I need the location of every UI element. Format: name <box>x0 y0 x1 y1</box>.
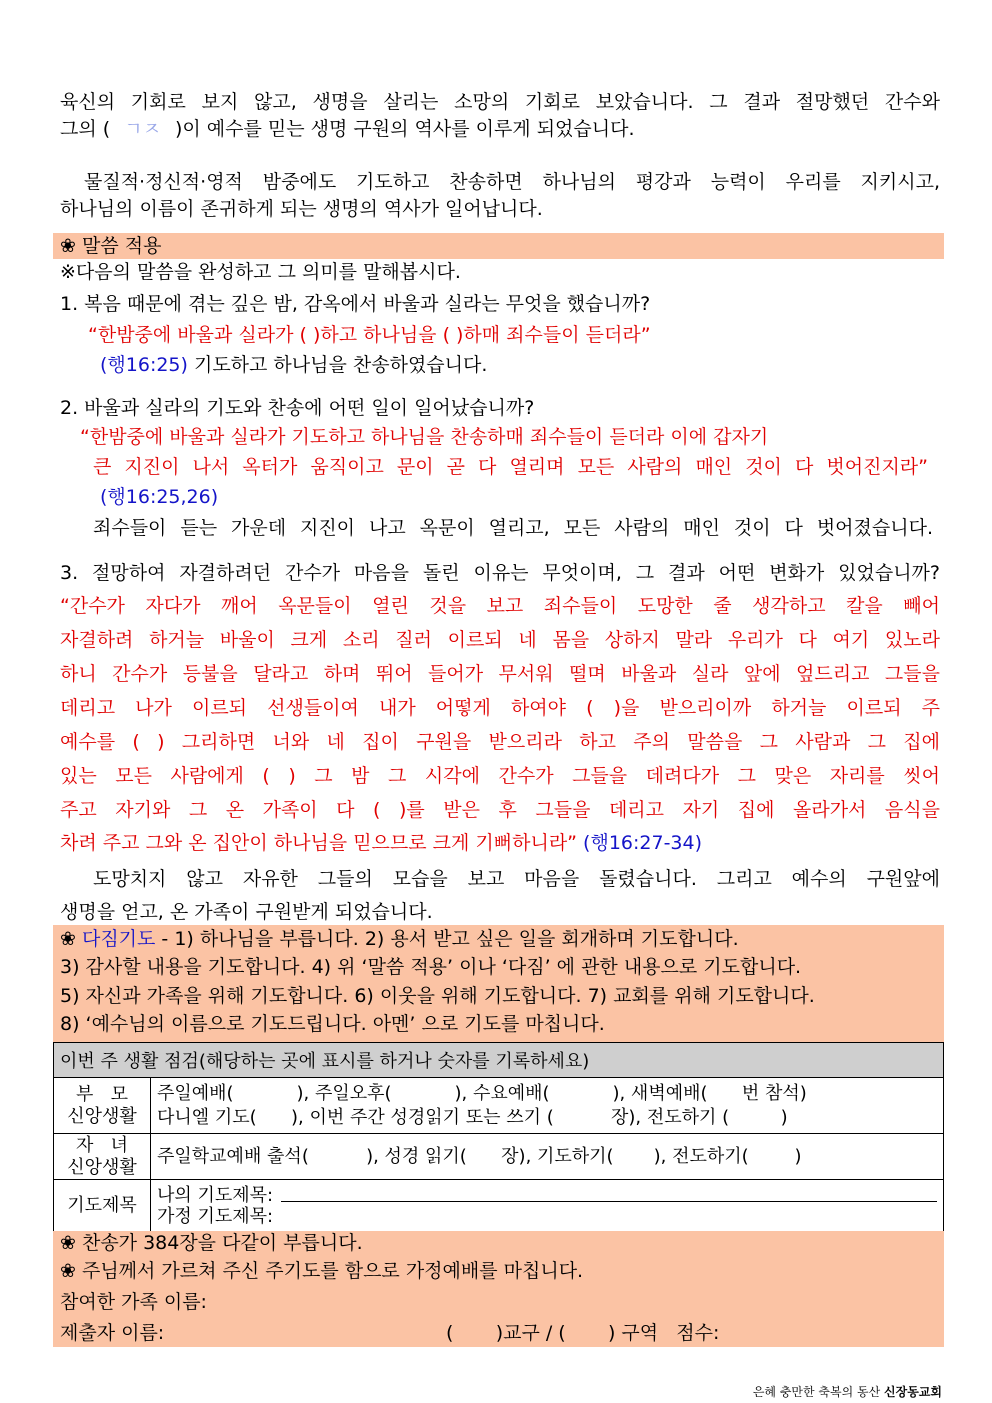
prayer-text-1: - 1) 하나님을 부릅니다. 2) 용서 받고 싶은 일을 회개하며 기도합니다. <box>155 928 739 950</box>
my-prayer-row[interactable] <box>157 1185 937 1206</box>
my-prayer-underline <box>281 1200 937 1202</box>
intro-line-2 <box>60 113 940 145</box>
parent-label <box>54 1078 151 1134</box>
section-instruction: ※다음의 말씀을 완성하고 그 의미를 말해봅시다. <box>60 261 461 283</box>
footer <box>753 1385 942 1399</box>
flower-icon: ❀ <box>60 235 76 257</box>
family-names-field[interactable]: 참여한 가족 이름: <box>60 1291 207 1313</box>
q2-question: 2. 바울과 실라의 기도와 찬송에 어떤 일이 일어났습니까? <box>60 397 535 419</box>
closing-prayer-text: 주님께서 가르쳐 주신 주기도를 함으로 가정예배를 마칩니다. <box>75 1260 584 1282</box>
weekly-checklist-table <box>53 1042 944 1232</box>
checklist-header: 이번 주 생활 점검(해당하는 곳에 표시를 하거나 숫자를 기록하세요) <box>54 1043 944 1078</box>
prayer-line-2: 3) 감사할 내용을 기도합니다. 4) 위 ‘말씀 적용’ 이나 ‘다짐’ 에 관한 내용으로 기도합니다. <box>60 956 802 978</box>
flower-icon: ❀ <box>60 1260 76 1282</box>
q2-ref: (행16:25,26) <box>100 486 219 508</box>
q1-verse: “한밤중에 바울과 실라가 ( )하고 하나님을 ( )하매 죄수들이 듣더라” <box>88 324 651 346</box>
my-prayer-label: 나의 기도제목: <box>157 1184 274 1206</box>
prayer-line-3: 5) 자신과 가족을 위해 기도합니다. 6) 이웃을 위해 기도합니다. 7) 교회를 위해 기도합니다. <box>60 985 815 1007</box>
q3-verse-2: 자결하려 하거늘 바울이 크게 소리 질러 이르되 네 몸을 상하지 말라 우리가 다 여기 있노라 <box>60 629 940 651</box>
q3-verse-1: “간수가 자다가 깨어 옥문들이 열린 것을 보고 죄수들이 도망한 줄 생각하고 칼을 빼어 <box>60 595 940 617</box>
closing-prayer <box>60 1257 940 1286</box>
child-label <box>54 1134 151 1180</box>
q3-verse-6: 있는 모든 사람에게 ( ) 그 밤 그 시각에 간수가 그들을 데려다가 그 맞은 자리를 씻어 <box>60 765 940 787</box>
family-prayer-label[interactable]: 가정 기도제목: <box>157 1205 274 1227</box>
prayer-line-4: 8) ‘예수님의 이름으로 기도드립니다. 아멘’ 으로 기도를 마칩니다. <box>60 1013 605 1035</box>
q3-ref: (행16:27-34) <box>577 832 703 854</box>
q3-answer-2: 생명을 얻고, 온 가족이 구원받게 되었습니다. <box>60 901 433 923</box>
closing-hymn-text: 찬송가 384장을 다같이 부릅니다. <box>75 1232 363 1254</box>
parent-line-1[interactable]: 주일예배( ), 주일오후( ), 수요예배( ), 새벽예배( 번 참석) <box>157 1082 807 1104</box>
q3-verse-5: 예수를 ( ) 그리하면 너와 네 집이 구원을 받으리라 하고 주의 말씀을 그 사람과 그 집에 <box>60 731 940 753</box>
prayer-topics-label: 기도제목 <box>54 1180 151 1232</box>
parent-label-2: 신앙생활 <box>67 1105 137 1127</box>
q3-verse-3: 하니 간수가 등불을 달라고 하며 뛰어 들어가 무서워 떨며 바울과 실라 앞에 엎드리고 그들을 <box>60 663 940 685</box>
submitter-field[interactable]: 제출자 이름: <box>60 1322 165 1344</box>
intro-line-2-pre: 그의 ( <box>60 118 111 140</box>
q2-verse-1: “한밤중에 바울과 실라가 기도하고 하나님을 찬송하매 죄수들이 듣더라 이에 갑자기 <box>80 426 769 448</box>
parent-label-1: 부 모 <box>76 1083 128 1105</box>
q3-verse-4: 데리고 나가 이르되 선생들이여 내가 어떻게 하여야 ( )을 받으리이까 하거늘 이르되 주 <box>60 697 940 719</box>
parent-fields <box>151 1078 944 1134</box>
section-title: 말씀 적용 <box>81 235 162 257</box>
intro-line-1: 육신의 기회로 보지 않고, 생명을 살리는 소망의 기회로 보았습니다. 그 결과 절망했던 간수와 <box>60 91 940 113</box>
q3-verse-7: 주고 자기와 그 온 가족이 다 ( )를 받은 후 그들을 데리고 자기 집에 올라가서 음식을 <box>60 799 940 821</box>
intro-line-2-post: )이 예수를 믿는 생명 구원의 역사를 이루게 되었습니다. <box>174 118 635 140</box>
q1-answer: 기도하고 하나님을 찬송하였습니다. <box>187 354 488 376</box>
district-field[interactable]: ( )교구 / ( ) 구역 점수: <box>446 1322 720 1344</box>
q1-ref: (행16:25) <box>100 354 188 376</box>
q3-verse-8: 차려 주고 그와 온 집안이 하나님을 믿으므로 크게 기뻐하니라” <box>60 832 578 854</box>
child-label-2: 신앙생활 <box>67 1156 137 1178</box>
q2-answer: 죄수들이 듣는 가운데 지진이 나고 옥문이 열리고, 모든 사람의 매인 것이 다 벗어졌습니다. <box>93 517 933 539</box>
q3-verse-8-line <box>60 827 940 859</box>
prayer-label: 다짐기도 <box>81 928 156 950</box>
flower-icon: ❀ <box>60 1232 76 1254</box>
closing-hymn <box>60 1229 940 1258</box>
church-name: 신장동교회 <box>884 1385 942 1399</box>
child-line[interactable]: 주일학교예배 출석( ), 성경 읽기( 장), 기도하기( ), 전도하기( ) <box>151 1134 944 1180</box>
intro-para2-line-2: 하나님의 이름이 존귀하게 되는 생명의 역사가 일어납니다. <box>60 198 543 220</box>
q2-verse-2: 큰 지진이 나서 옥터가 움직이고 문이 곧 다 열리며 모든 사람의 매인 것이 다 벗어진지라” <box>93 456 928 478</box>
blank-hint: ㄱㅈ <box>124 118 161 140</box>
parent-line-2[interactable]: 다니엘 기도( ), 이번 주간 성경읽기 또는 쓰기 ( 장), 전도하기 ( ) <box>157 1106 788 1128</box>
flower-icon: ❀ <box>60 928 76 950</box>
q3-answer-1: 도망치지 않고 자유한 그들의 모습을 보고 마음을 돌렸습니다. 그리고 예수의 구원앞에 <box>93 868 940 890</box>
child-label-1: 자 녀 <box>76 1134 128 1156</box>
q3-question: 3. 절망하여 자결하려던 간수가 마음을 돌린 이유는 무엇이며, 그 결과 어떤 변화가 있었습니까? <box>60 562 940 584</box>
intro-para2-line-1: 물질적·정신적·영적 밤중에도 기도하고 찬송하면 하나님의 평강과 능력이 우리를 지키시고, <box>84 171 940 193</box>
q1-answer-line <box>100 349 980 381</box>
prayer-line-1 <box>60 925 940 954</box>
prayer-topics-fields <box>151 1180 944 1232</box>
footer-slogan: 은혜 충만한 축복의 동산 <box>752 1385 885 1399</box>
q1-question: 1. 복음 때문에 겪는 깊은 밤, 감옥에서 바울과 실라는 무엇을 했습니까? <box>60 293 651 315</box>
